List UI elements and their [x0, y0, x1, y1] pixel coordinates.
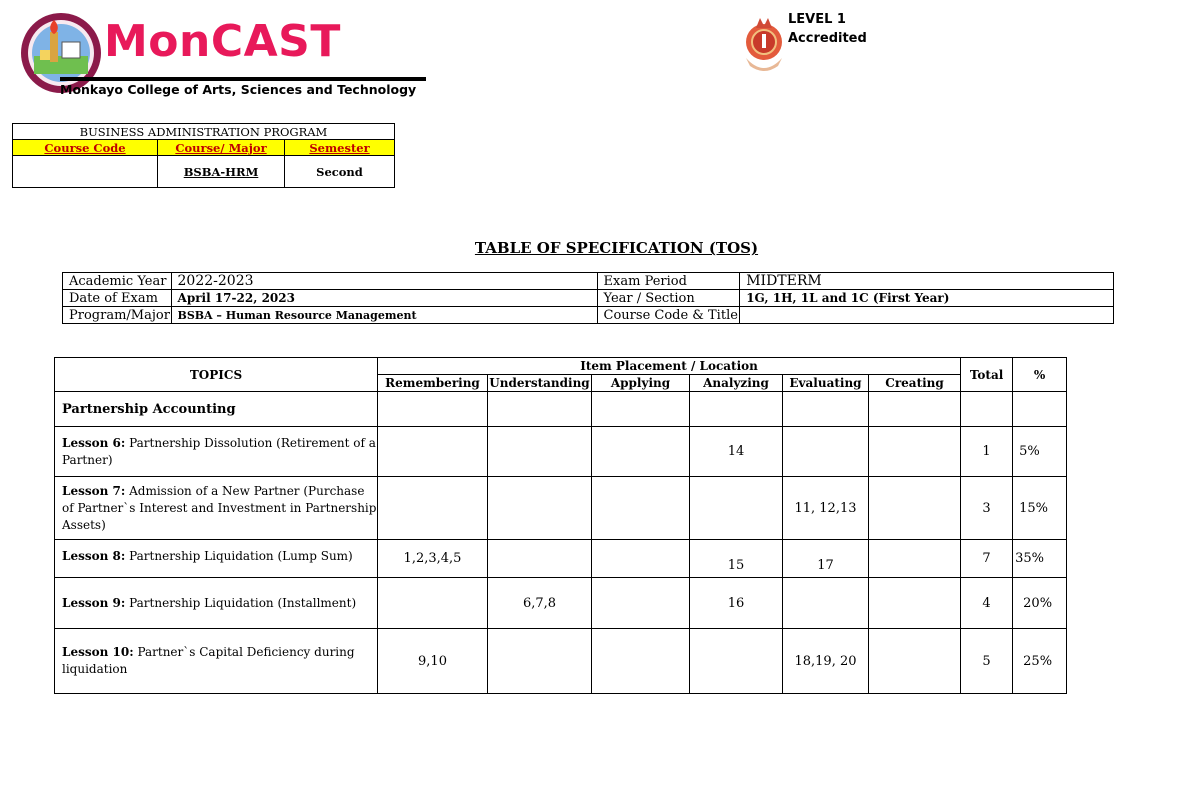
cell-evaluating: 17 [783, 540, 869, 578]
cell-remembering: 1,2,3,4,5 [378, 540, 488, 578]
level-remembering: Remembering [378, 375, 488, 392]
cell-applying [592, 629, 690, 694]
cell-total: 3 [961, 477, 1013, 540]
level-creating: Creating [869, 375, 961, 392]
semester-value: Second [285, 156, 395, 188]
cell-analyzing [690, 629, 783, 694]
cell-percent: 20% [1013, 578, 1067, 629]
cell-remembering [378, 477, 488, 540]
table-row [55, 578, 1067, 629]
cell-understanding [488, 629, 592, 694]
level-analyzing: Analyzing [690, 375, 783, 392]
topics-header: TOPICS [55, 358, 378, 392]
cell-understanding [488, 540, 592, 578]
cell-applying [592, 427, 690, 477]
table-row [55, 427, 1067, 477]
table-row [55, 540, 1067, 578]
table-row [55, 629, 1067, 694]
lesson-number: Lesson 9: [62, 595, 126, 610]
cell-percent: 5% [1013, 427, 1067, 477]
program-value: BSBA – Human Resource Management [171, 307, 597, 324]
cell-applying [592, 540, 690, 578]
tos-title: TABLE OF SPECIFICATION (TOS) [474, 239, 759, 257]
lesson-number: Lesson 10: [62, 645, 134, 659]
cell-total: 5 [961, 629, 1013, 694]
year-section-label: Year / Section [597, 290, 740, 307]
cell-total: 4 [961, 578, 1013, 629]
total-header: Total [961, 358, 1013, 392]
date-value: April 17-22, 2023 [171, 290, 597, 307]
section-title: Partnership Accounting [55, 392, 378, 427]
cell-total: 7 [961, 540, 1013, 578]
lesson-number: Lesson 7: [62, 483, 126, 498]
tos-table [54, 357, 1067, 694]
cell-applying [592, 477, 690, 540]
accreditation-seal-icon [740, 14, 788, 72]
placement-header: Item Placement / Location [378, 358, 961, 375]
accreditation-level [788, 10, 867, 48]
exam-period-label: Exam Period [597, 273, 740, 290]
program-title: BUSINESS ADMINISTRATION PROGRAM [13, 124, 395, 140]
lesson-title: Partnership Dissolution (Retirement of a Partner) [62, 435, 376, 467]
cell-remembering [378, 427, 488, 477]
lesson-title: Partnership Liquidation (Lump Sum) [129, 549, 353, 563]
lesson-number: Lesson 6: [62, 435, 126, 450]
cell-creating [869, 477, 961, 540]
lesson-title: Partner`s Capital Deficiency during liquidation [62, 645, 355, 676]
course-title-label: Course Code & Title [597, 307, 740, 324]
cell-analyzing: 14 [690, 427, 783, 477]
level-text: LEVEL 1 [788, 12, 846, 27]
cell-evaluating: 18,19, 20 [783, 629, 869, 694]
cell-percent: 25% [1013, 629, 1067, 694]
cell-percent: 15% [1013, 477, 1067, 540]
cell-evaluating: 11, 12,13 [783, 477, 869, 540]
cell-evaluating [783, 427, 869, 477]
accredited-text: Accredited [788, 31, 867, 46]
program-table [12, 123, 395, 188]
level-understanding: Understanding [489, 376, 590, 390]
course-code-value [13, 156, 158, 188]
semester-header: Semester [285, 140, 395, 156]
year-section-value: 1G, 1H, 1L and 1C (First Year) [740, 290, 1114, 307]
lesson-number: Lesson 8: [62, 549, 126, 563]
cell-understanding [488, 427, 592, 477]
cell-analyzing: 16 [690, 578, 783, 629]
college-name: Monkayo College of Arts, Sciences and Technology [60, 82, 417, 97]
course-major-value: BSBA-HRM [158, 156, 285, 188]
program-label: Program/Major [63, 307, 172, 324]
exam-info-table [62, 272, 1114, 324]
cell-remembering: 9,10 [378, 629, 488, 694]
exam-period-value: MIDTERM [740, 273, 1114, 290]
cell-creating [869, 427, 961, 477]
cell-remembering [378, 578, 488, 629]
percent-header: % [1013, 358, 1067, 392]
cell-percent: 35% [1013, 540, 1067, 578]
academic-year-label: Academic Year [63, 273, 172, 290]
academic-year-value: 2022-2023 [171, 273, 597, 290]
level-applying: Applying [592, 375, 690, 392]
cell-creating [869, 540, 961, 578]
cell-creating [869, 629, 961, 694]
course-code-header: Course Code [13, 140, 158, 156]
brand-underline [60, 77, 426, 81]
table-row [55, 477, 1067, 540]
course-major-header: Course/ Major [158, 140, 285, 156]
level-evaluating: Evaluating [783, 375, 869, 392]
date-label: Date of Exam [63, 290, 172, 307]
cell-analyzing: 15 [690, 540, 783, 578]
lesson-title: Admission of a New Partner (Purchase of Partner`s Interest and Investment in Partnership Assets) [62, 483, 377, 532]
lesson-title: Partnership Liquidation (Installment) [129, 595, 357, 610]
cell-understanding [488, 477, 592, 540]
brand-name: MonCAST [104, 16, 341, 67]
cell-applying [592, 578, 690, 629]
cell-creating [869, 578, 961, 629]
cell-evaluating [783, 578, 869, 629]
course-title-value [740, 307, 1114, 324]
cell-analyzing [690, 477, 783, 540]
cell-understanding: 6,7,8 [488, 578, 592, 629]
cell-total: 1 [961, 427, 1013, 477]
